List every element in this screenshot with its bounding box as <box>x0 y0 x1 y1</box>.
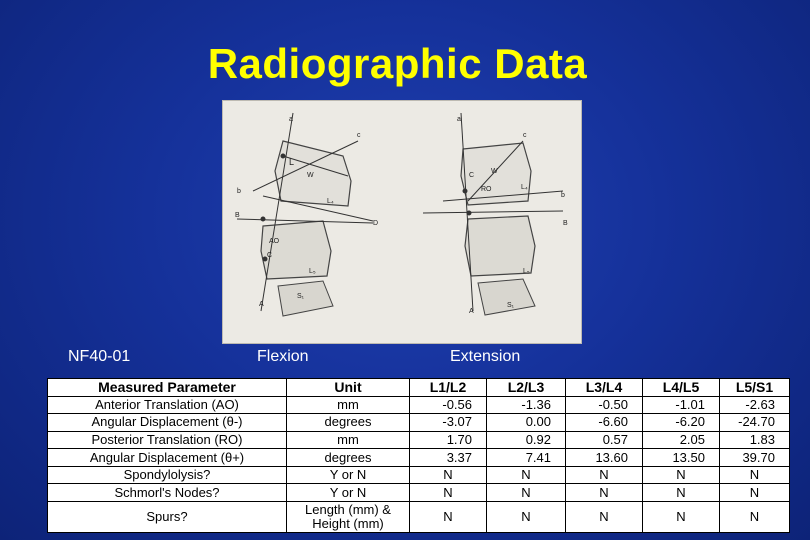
svg-text:S₁: S₁ <box>507 302 515 309</box>
svg-text:b: b <box>561 192 565 199</box>
table-row <box>48 414 790 432</box>
value-cell: 3.37 <box>410 449 487 467</box>
value-cell: N <box>720 502 790 533</box>
value-cell: -3.07 <box>410 414 487 432</box>
svg-text:a: a <box>289 116 293 123</box>
svg-text:A: A <box>469 308 474 315</box>
svg-text:c: c <box>523 132 527 139</box>
parameter-cell: Anterior Translation (AO) <box>48 396 287 414</box>
value-cell: N <box>410 466 487 484</box>
svg-text:C: C <box>267 252 273 259</box>
svg-text:a: a <box>457 116 461 123</box>
value-cell: 0.00 <box>487 414 566 432</box>
table-row <box>48 449 790 467</box>
value-cell: N <box>566 484 643 502</box>
slide-title: Radiographic Data <box>207 40 588 87</box>
column-header: L4/L5 <box>643 379 720 397</box>
value-cell: N <box>487 484 566 502</box>
parameter-cell: Spurs? <box>48 502 287 533</box>
svg-text:L₄: L₄ <box>521 184 528 191</box>
svg-text:c: c <box>357 132 361 139</box>
value-cell: 0.57 <box>566 431 643 449</box>
parameter-cell: Angular Displacement (θ+) <box>48 449 287 467</box>
table-row <box>48 484 790 502</box>
column-header: L5/S1 <box>720 379 790 397</box>
value-cell: N <box>643 466 720 484</box>
value-cell: N <box>487 502 566 533</box>
value-cell: 13.50 <box>643 449 720 467</box>
extension-drawing <box>423 113 563 315</box>
value-cell: -6.60 <box>566 414 643 432</box>
value-cell: N <box>410 484 487 502</box>
value-cell: -2.63 <box>720 396 790 414</box>
table-row <box>48 396 790 414</box>
table-row <box>48 431 790 449</box>
value-cell: N <box>410 502 487 533</box>
value-cell: -1.01 <box>643 396 720 414</box>
value-cell: -1.36 <box>487 396 566 414</box>
value-cell: 39.70 <box>720 449 790 467</box>
value-cell: N <box>643 484 720 502</box>
unit-cell: mm <box>287 396 410 414</box>
flexion-drawing <box>237 113 373 316</box>
value-cell: 1.83 <box>720 431 790 449</box>
svg-text:L: L <box>289 157 295 167</box>
flexion-caption: Flexion <box>257 348 309 365</box>
value-cell: -6.20 <box>643 414 720 432</box>
table-row <box>48 502 790 533</box>
value-cell: N <box>566 466 643 484</box>
column-header: L1/L2 <box>410 379 487 397</box>
value-cell: N <box>566 502 643 533</box>
svg-text:B: B <box>563 220 568 227</box>
unit-cell: Length (mm) & Height (mm) <box>287 502 410 533</box>
svg-text:D: D <box>373 220 379 227</box>
svg-text:A: A <box>259 301 264 308</box>
extension-caption: Extension <box>450 348 521 365</box>
column-header: Measured Parameter <box>48 379 287 397</box>
parameter-cell: Posterior Translation (RO) <box>48 431 287 449</box>
unit-cell: mm <box>287 431 410 449</box>
value-cell: N <box>720 484 790 502</box>
parameter-cell: Angular Displacement (θ-) <box>48 414 287 432</box>
parameter-cell: Schmorl's Nodes? <box>48 484 287 502</box>
vertebra-diagram <box>222 100 582 344</box>
value-cell: 13.60 <box>566 449 643 467</box>
radiographic-data-table <box>47 378 790 533</box>
unit-cell: degrees <box>287 449 410 467</box>
svg-text:C: C <box>469 172 475 179</box>
value-cell: 1.70 <box>410 431 487 449</box>
unit-cell: Y or N <box>287 466 410 484</box>
svg-text:B: B <box>235 212 240 219</box>
column-header: Unit <box>287 379 410 397</box>
value-cell: -0.56 <box>410 396 487 414</box>
svg-text:S₁: S₁ <box>297 293 305 300</box>
svg-text:AO: AO <box>269 238 280 245</box>
svg-text:L₅: L₅ <box>309 268 316 275</box>
table-header-row <box>48 379 790 397</box>
unit-cell: degrees <box>287 414 410 432</box>
column-header: L3/L4 <box>566 379 643 397</box>
value-cell: N <box>720 466 790 484</box>
svg-text:W: W <box>307 172 314 179</box>
table-row <box>48 466 790 484</box>
svg-text:L₄: L₄ <box>327 198 334 205</box>
parameter-cell: Spondylolysis? <box>48 466 287 484</box>
column-header: L2/L3 <box>487 379 566 397</box>
value-cell: 7.41 <box>487 449 566 467</box>
specimen-caption: NF40-01 <box>68 348 131 365</box>
value-cell: -0.50 <box>566 396 643 414</box>
svg-text:W: W <box>491 168 498 175</box>
svg-text:RO: RO <box>481 186 492 193</box>
svg-text:L₅: L₅ <box>523 268 530 275</box>
value-cell: N <box>487 466 566 484</box>
svg-text:b: b <box>237 188 241 195</box>
value-cell: 0.92 <box>487 431 566 449</box>
value-cell: N <box>643 502 720 533</box>
value-cell: -24.70 <box>720 414 790 432</box>
unit-cell: Y or N <box>287 484 410 502</box>
value-cell: 2.05 <box>643 431 720 449</box>
